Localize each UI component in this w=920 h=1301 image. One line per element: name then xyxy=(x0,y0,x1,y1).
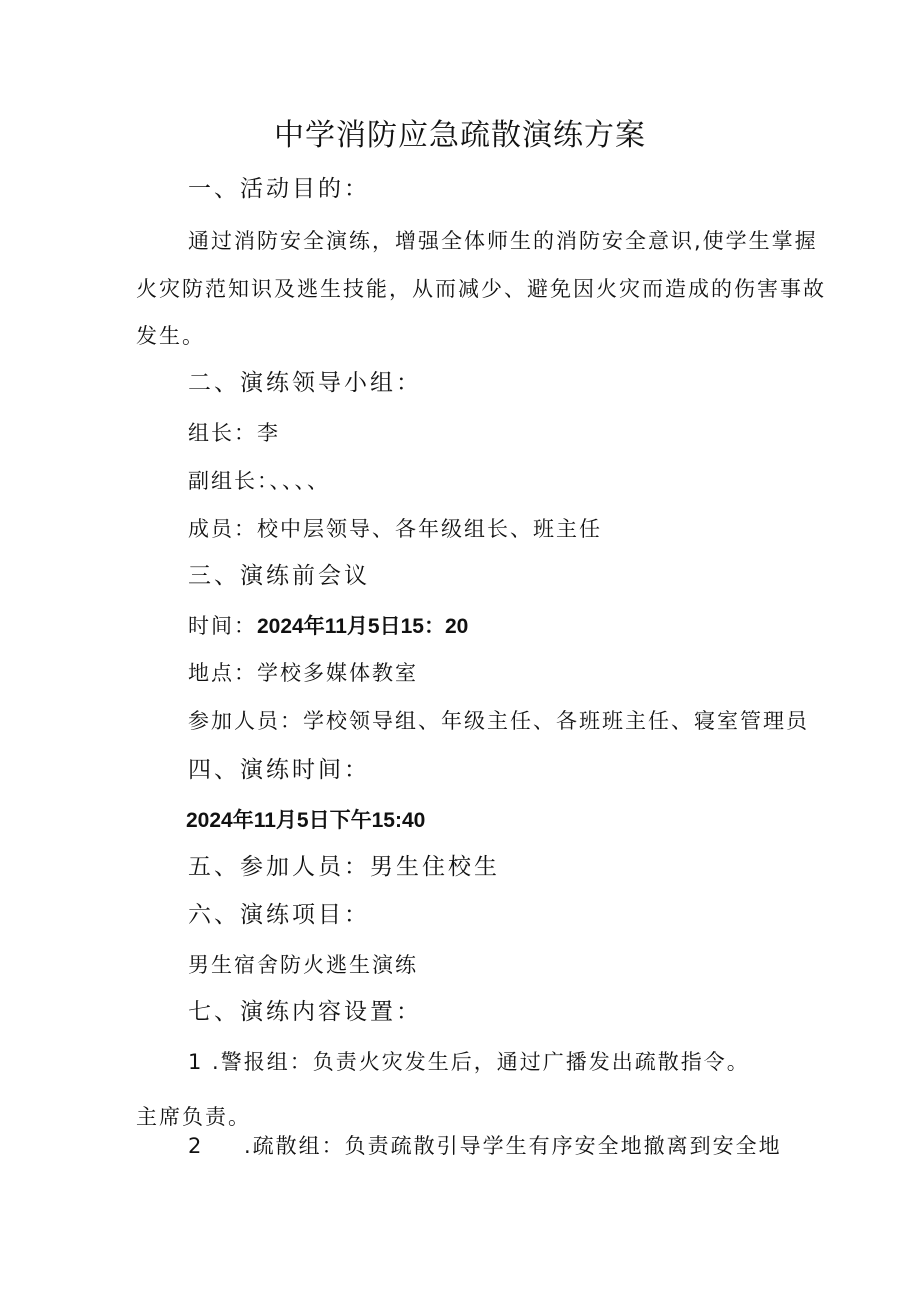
meeting-time-value: 2024年11月5日15：20 xyxy=(257,615,469,638)
section-1-paragraph-line-1: 通过消防安全演练，增强全体师生的消防安全意识,使学生掌握 xyxy=(188,229,818,253)
section-3-heading: 三、演练前会议 xyxy=(188,563,370,589)
section-1-paragraph-line-2: 火灾防范知识及逃生技能，从而减少、避免因火灾而造成的伤害事故 xyxy=(136,277,826,301)
section-2-heading: 二、演练领导小组： xyxy=(188,370,422,396)
group-members: 成员：校中层领导、各年级组长、班主任 xyxy=(188,517,602,541)
section-6-heading: 六、演练项目： xyxy=(188,902,370,928)
content-item-1: 1 .警报组：负责火灾发生后，通过广播发出疏散指令。 xyxy=(188,1050,750,1074)
drill-project-value: 男生宿舍防火逃生演练 xyxy=(188,953,418,977)
content-item-1-continuation: 主席负责。 xyxy=(136,1105,251,1129)
deputy-leader: 副组长：、、、、 xyxy=(188,469,330,493)
content-item-2: .疏散组：负责疏散引导学生有序安全地撤离到安全地 xyxy=(244,1134,782,1158)
section-1-heading: 一、活动目的： xyxy=(188,176,370,202)
section-7-heading: 七、演练内容设置： xyxy=(188,999,422,1025)
section-1-paragraph-line-3: 发生。 xyxy=(136,324,205,348)
section-5-heading: 五、参加人员：男生住校生 xyxy=(188,854,500,880)
meeting-time-label: 时间： xyxy=(188,614,257,638)
meeting-place: 地点：学校多媒体教室 xyxy=(188,661,418,685)
meeting-attendees: 参加人员：学校领导组、年级主任、各班班主任、寝室管理员 xyxy=(188,709,809,733)
document-title: 中学消防应急疏散演练方案 xyxy=(274,118,646,153)
group-leader: 组长：李 xyxy=(188,421,280,445)
content-item-2-number: 2 xyxy=(188,1134,204,1158)
section-4-heading: 四、演练时间： xyxy=(188,757,370,783)
drill-time-value: 2024年11月5日下午15:40 xyxy=(186,809,426,832)
meeting-time xyxy=(188,616,468,637)
